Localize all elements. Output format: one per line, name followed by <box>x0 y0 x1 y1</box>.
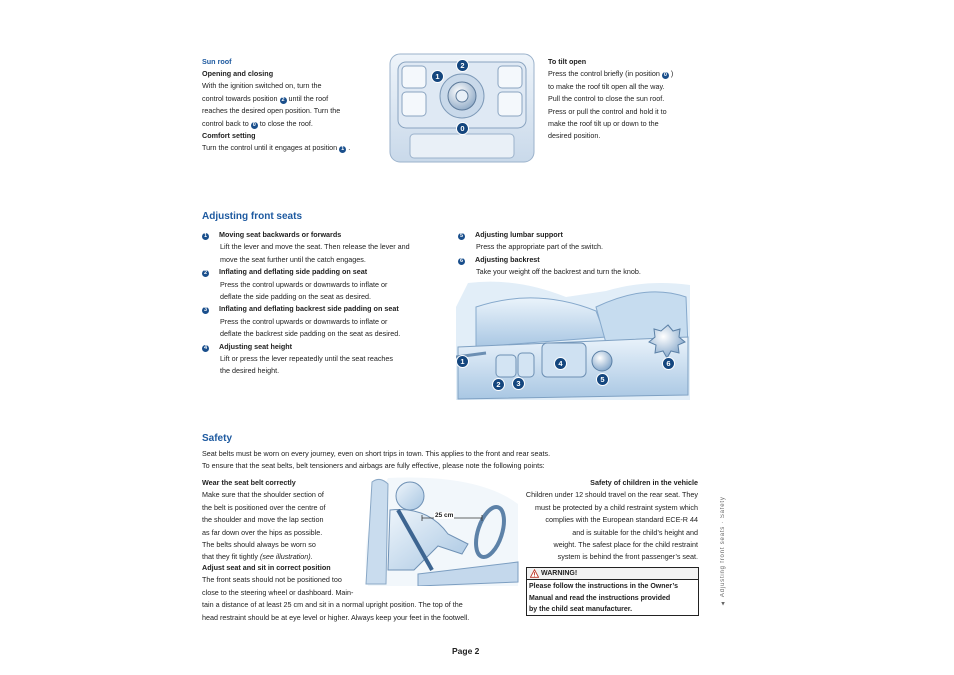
tilt-line: make the roof tilt up or down to the <box>548 119 659 129</box>
belt-section <box>202 477 372 564</box>
sit-line: head restraint should be at eye level or higher. Always keep your feet in the footwell. <box>202 612 470 622</box>
tilt-line: Pull the control to close the sun roof. <box>548 94 665 104</box>
section-sidebar-label: ▲ Adjusting front seats · Safety <box>720 496 726 606</box>
seat-item-2 <box>202 266 452 303</box>
warning-header <box>527 568 698 580</box>
belt-line: the shoulder and move the lap section <box>202 515 324 525</box>
item-line: deflate the side padding on the seat as desired. <box>220 292 372 302</box>
item-line: Press the control upwards or downwards to inflate or <box>220 279 388 289</box>
sunroof-badge-1: 1 <box>431 70 444 83</box>
item-line: Take your weight off the backrest and turn the knob. <box>476 267 641 277</box>
warning-icon <box>530 569 539 578</box>
belt-heading: Wear the seat belt correctly <box>202 478 296 487</box>
item-number: 5 <box>459 233 464 239</box>
seats-left-list <box>202 229 452 378</box>
item-line: the desired height. <box>220 366 280 376</box>
page-number: Page 2 <box>452 646 480 656</box>
belt-line: as far down over the hips as possible. <box>202 527 323 537</box>
item-line: move the seat further until the catch engages. <box>220 254 366 264</box>
opening-line: With the ignition switched on, turn the <box>202 81 322 91</box>
seat-item-6 <box>458 254 698 279</box>
sit-line: tain a distance of at least 25 cm and sit in a normal upright position. The top of the <box>202 600 463 610</box>
children-section <box>488 477 698 564</box>
item-heading: Adjusting lumbar support <box>475 230 563 239</box>
position-0-marker: 0 <box>663 72 667 79</box>
tilt-line: desired position. <box>548 131 601 141</box>
warning-line: Please follow the instructions in the Owner’s <box>529 583 678 590</box>
sit-line: close to the steering wheel or dashboard. Main- <box>202 587 354 597</box>
seats-right-list <box>458 229 698 279</box>
item-number: 3 <box>203 307 208 314</box>
seat-controls-illustration <box>456 277 690 400</box>
position-2-marker: 2 <box>281 96 285 103</box>
item-heading: Adjusting backrest <box>475 254 540 264</box>
children-line: Children under 12 should travel on the rear seat. They <box>525 490 698 500</box>
safety-intro <box>202 448 722 473</box>
opening-heading: Opening and closing <box>202 69 274 78</box>
warning-title: WARNING! <box>541 570 578 577</box>
seats-title: Adjusting front seats <box>202 211 303 222</box>
opening-line: reaches the desired open position. Turn the <box>202 106 341 116</box>
item-number: 4 <box>203 344 208 351</box>
item-number: 6 <box>459 257 464 264</box>
sunroof-badge-2: 2 <box>456 59 469 72</box>
sunroof-control-illustration <box>388 52 536 165</box>
warning-body <box>527 580 698 617</box>
belt-line: The belts should always be worn so <box>202 540 316 550</box>
seat-badge-2: 2 <box>492 378 505 391</box>
belt-line: the belt is positioned over the centre of <box>202 502 326 512</box>
seat-item-5 <box>458 229 698 254</box>
opening-line: control back to 0 to close the roof. <box>202 118 313 128</box>
position-1-marker: 1 <box>341 146 345 153</box>
item-line: deflate the backrest side padding on the seat as desired. <box>220 329 401 339</box>
warning-line: Manual and read the instructions provided <box>529 594 671 602</box>
sunroof-tilt-text <box>548 56 708 143</box>
item-line: Press the control upwards or downwards to inflate or <box>220 316 388 326</box>
item-number: 1 <box>203 233 208 239</box>
seat-badge-4: 4 <box>554 357 567 370</box>
sit-heading: Adjust seat and sit in correct position <box>202 563 331 572</box>
tilt-line: Press or pull the control and hold it to <box>548 106 667 116</box>
sit-line: The front seats should not be positioned too <box>202 575 342 585</box>
distance-label: 25 cm <box>435 512 454 519</box>
seat-badge-6: 6 <box>662 357 675 370</box>
sunroof-badge-0: 0 <box>456 122 469 135</box>
warning-box <box>526 567 699 616</box>
children-line: and is suitable for the child’s height and <box>572 527 698 537</box>
opening-line: control towards position 2 until the roof <box>202 93 329 103</box>
warning-line: by the child seat manufacturer. <box>529 606 633 613</box>
item-line: Lift the lever and move the seat. Then release the lever and <box>220 242 410 252</box>
seat-item-3 <box>202 303 452 340</box>
tilt-line: Press the control briefly (in position 0 ) <box>548 69 674 79</box>
children-line: must be protected by a child restraint system which <box>535 502 698 512</box>
safety-title: Safety <box>202 433 233 444</box>
item-line: Press the appropriate part of the switch. <box>476 242 604 252</box>
children-line: system is behind the front passenger’s seat. <box>557 552 698 562</box>
seat-badge-1: 1 <box>456 355 469 368</box>
children-line: complies with the European standard ECE-R 44 <box>545 515 698 525</box>
item-line: Lift or press the lever repeatedly until the seat reaches <box>220 354 393 364</box>
comfort-line: Turn the control until it engages at position 1 . <box>202 143 351 153</box>
seat-item-4 <box>202 341 452 378</box>
item-number: 2 <box>203 270 208 277</box>
intro-line: Seat belts must be worn on every journey, even on short trips in town. This applies to the front and rear seats. <box>202 449 551 458</box>
intro-line: To ensure that the seat belts, belt tensioners and airbags are fully effective, please note the following points: <box>202 461 545 471</box>
tilt-heading: To tilt open <box>548 57 587 66</box>
comfort-heading: Comfort setting <box>202 131 256 141</box>
children-heading: Safety of children in the vehicle <box>590 478 698 487</box>
sunroof-title: Sun roof <box>202 57 232 66</box>
item-heading: Moving seat backwards or forwards <box>219 230 342 239</box>
seat-badge-5: 5 <box>596 373 609 386</box>
children-line: weight. The safest place for the child restraint <box>553 540 698 550</box>
item-heading: Inflating and deflating backrest side padding on seat <box>219 304 399 314</box>
item-heading: Inflating and deflating side padding on seat <box>219 267 368 277</box>
belt-line: Make sure that the shoulder section of <box>202 490 324 500</box>
seat-item-1 <box>202 229 452 266</box>
item-heading: Adjusting seat height <box>219 341 293 351</box>
sunroof-opening-text <box>202 68 382 155</box>
seat-badge-3: 3 <box>512 377 525 390</box>
tilt-line: to make the roof tilt open all the way. <box>548 81 665 91</box>
belt-line: that they fit tightly (see illustration). <box>202 552 313 562</box>
position-0-marker: 0 <box>252 121 256 128</box>
